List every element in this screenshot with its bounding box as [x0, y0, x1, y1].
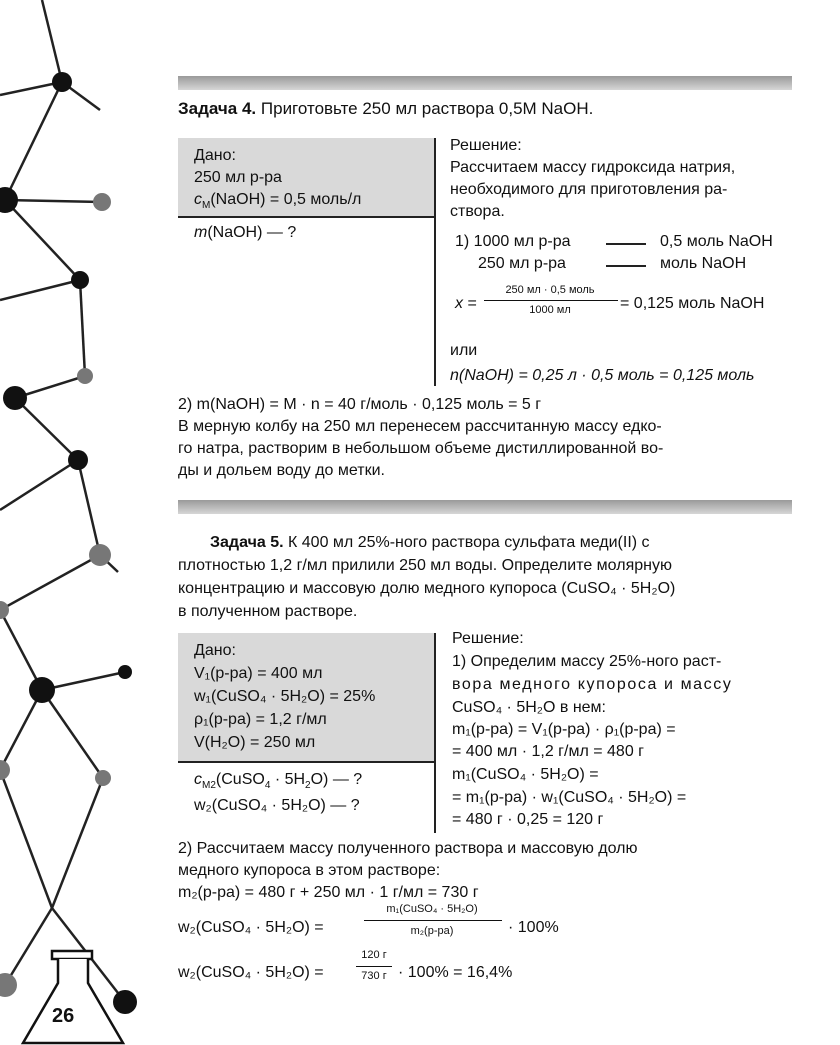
task5-given-line: V(H₂O) = 250 мл [194, 734, 316, 751]
task5-text-line: концентрацию и массовую долю медного купороса (CuSO₄ · 5H₂O) [178, 580, 676, 597]
w2-formula-denominator: m₂(р-ра) [410, 925, 454, 937]
task5-step2-line: 2) Рассчитаем массу полученного раствора и массовую долю [178, 840, 638, 857]
page-number: 26 [52, 1005, 75, 1027]
w2-formula-lhs: w₂(CuSO₄ · 5H₂O) = [178, 919, 324, 936]
task4-para-line: го натра, растворим в небольшом объеме дистиллированной во- [178, 440, 664, 457]
x-denominator: 1000 мл [529, 304, 571, 316]
task5-sol-line: = 480 г · 0,25 = 120 г [452, 811, 604, 828]
task4-n-line: n(NaOH) = 0,25 л · 0,5 моль = 0,125 моль [450, 367, 755, 384]
task5-given-title: Дано: [194, 642, 236, 659]
task5-find-line: $c_{M2}(CuSO_4 \cdot 5H_2O)$ — ? [194, 771, 363, 792]
task5-sol-line: = 400 мл · 1,2 г/мл = 480 г [452, 743, 644, 760]
task4-intro-line: Рассчитаем массу гидроксида натрия, [450, 159, 736, 176]
x-numerator: 250 мл · 0,5 моль [505, 284, 595, 296]
task4-solution-title: Решение: [450, 137, 522, 154]
task5-sol-line: CuSO₄ · 5H₂O в нем: [452, 699, 606, 716]
w2-formula-numerator: m₁(CuSO₄ · 5H₂O) [386, 903, 478, 915]
x-result: = 0,125 моль NaOH [620, 295, 765, 312]
task5-sol-line: 1) Определим массу 25%-ного раст- [452, 653, 722, 670]
section-divider-middle [178, 500, 792, 514]
x-variable: x = [455, 295, 477, 312]
task5-text-line: плотностью 1,2 г/мл прилили 250 мл воды. Определите молярную [178, 557, 672, 574]
section-divider-top [178, 76, 792, 90]
task5-sol-line: m₁(CuSO₄ · 5H₂O) = [452, 766, 599, 783]
task5-given-line: V₁(р-ра) = 400 мл [194, 665, 323, 682]
task5-given-line: ρ₁(р-ра) = 1,2 г/мл [194, 711, 327, 728]
task5-sol-line: вора медного купороса и массу [452, 676, 733, 693]
w2-result-tail: · 100% = 16,4% [398, 964, 513, 981]
task4-intro-line: створа. [450, 203, 505, 220]
task5-solution-title: Решение: [452, 630, 524, 647]
task5-text-line: в полученном растворе. [178, 603, 358, 620]
task4-given-line2: $c_M(NaOH) = 0,5$ моль/л [194, 191, 362, 212]
task4-step1-result: моль NaOH [660, 255, 747, 272]
task5-find-line: w₂(CuSO₄ · 5H₂O) — ? [194, 797, 360, 814]
task4-given-title: Дано: [194, 147, 236, 164]
task5-step2-line: m₂(р-ра) = 480 г + 250 мл · 1 г/мл = 730 г [178, 884, 479, 901]
task4-or: или [450, 342, 478, 359]
molecule-network-decoration [0, 0, 180, 1045]
w2-result-denominator: 730 г [361, 970, 387, 982]
task4-step1-result: 0,5 моль NaOH [660, 233, 773, 250]
w2-result-numerator: 120 г [361, 949, 387, 961]
task5-sol-line: = m₁(р-ра) · w₁(CuSO₄ · 5H₂O) = [452, 789, 687, 806]
w2-result-lhs: w₂(CuSO₄ · 5H₂O) = [178, 964, 324, 981]
task5-step2-line: медного купороса в этом растворе: [178, 862, 441, 879]
task5-given-line: w₁(CuSO₄ · 5H₂O) = 25% [194, 688, 376, 705]
task4-para-line: ды и дольем воду до метки. [178, 462, 385, 479]
task4-step1-line: 1) 1000 мл р-ра [455, 233, 571, 250]
task5-heading: Задача 5. К 400 мл 25%-ного раствора сульфата меди(II) с [210, 534, 650, 551]
task4-find: m(NaOH) — ? [194, 224, 297, 241]
task4-para-line: В мерную колбу на 250 мл перенесем рассчитанную массу едко- [178, 418, 662, 435]
task4-intro-line: необходимого для приготовления ра- [450, 181, 728, 198]
task4-heading: Задача 4. Приготовьте 250 мл раствора 0,5М NaOH. [178, 99, 594, 118]
w2-formula-tail: · 100% [508, 919, 559, 936]
task4-step2: 2) m(NaOH) = M · n = 40 г/моль · 0,125 моль = 5 г [178, 396, 542, 413]
task4-given-line1: 250 мл р-ра [194, 169, 282, 186]
flask-icon [18, 948, 128, 1045]
task5-sol-line: m₁(р-ра) = V₁(р-ра) · ρ₁(р-ра) = [452, 721, 676, 738]
task4-step1-line: 250 мл р-ра [478, 255, 566, 272]
